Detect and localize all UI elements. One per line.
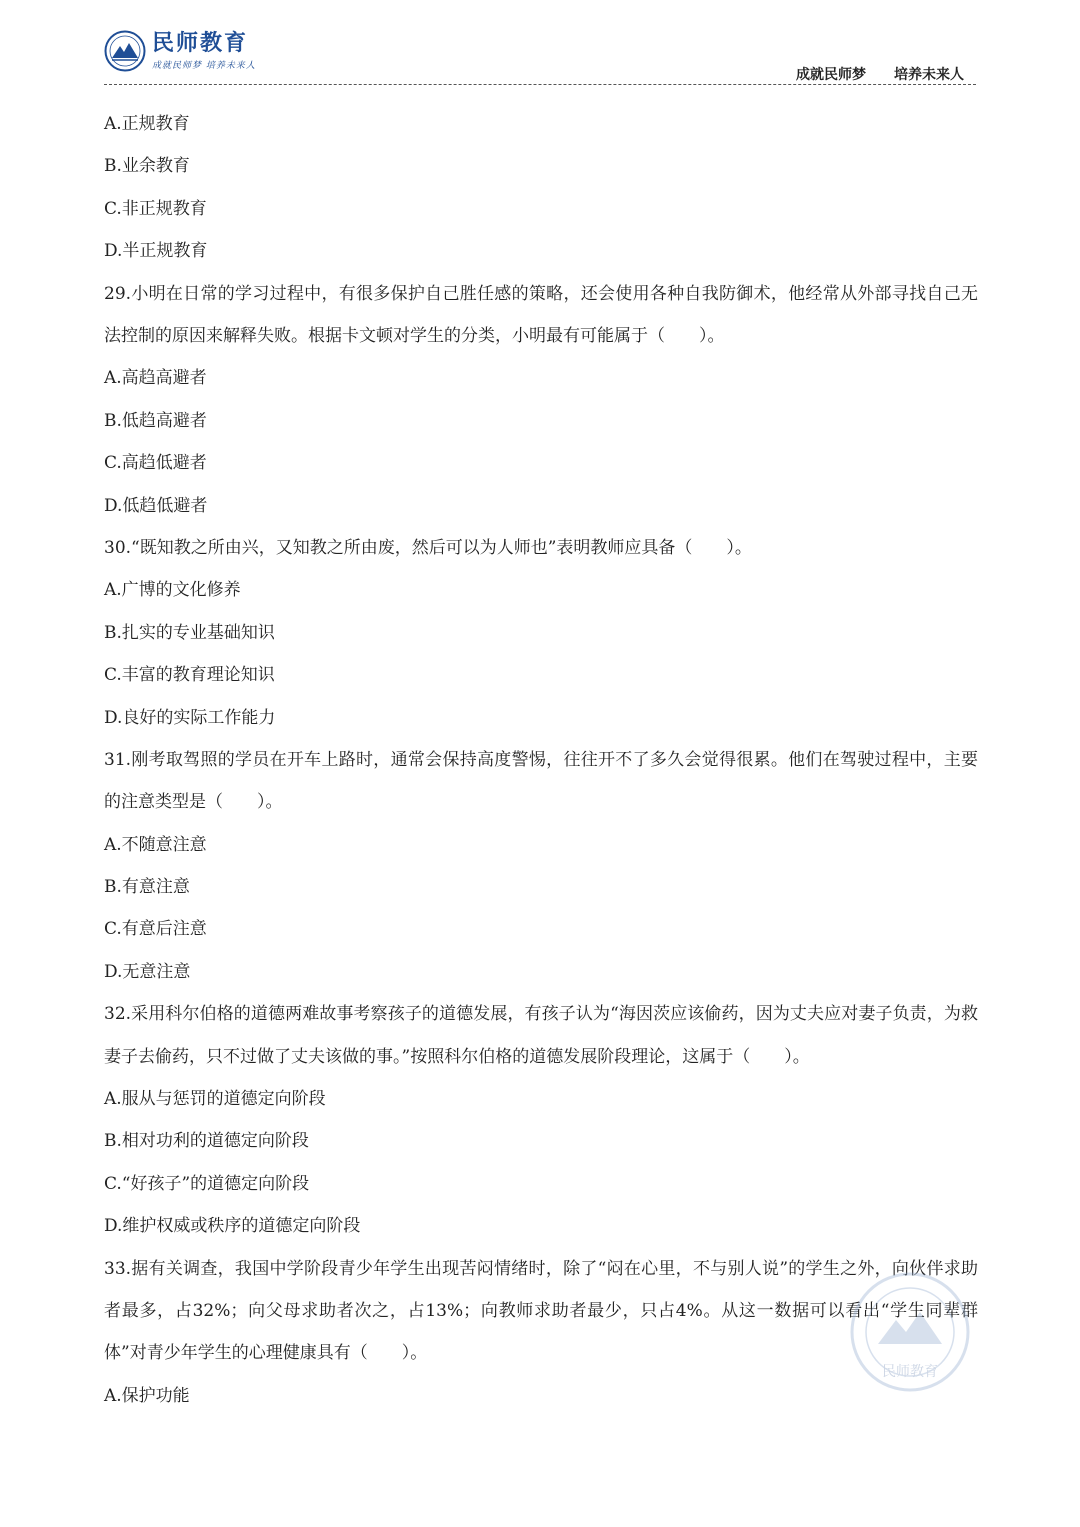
option-line: D.无意注意 — [104, 961, 191, 982]
watermark-stamp-icon — [848, 1270, 972, 1394]
option-line: B.相对功利的道德定向阶段 — [104, 1131, 309, 1152]
option-line: A.广博的文化修养 — [104, 580, 241, 601]
watermark-text: 民师教育 — [882, 1364, 938, 1380]
question-29: 29.小明在日常的学习过程中，有很多保护自己胜任感的策略，还会使用各种自我防御术，他经常从外部寻找自己无法控制的原因来解释失败。根据卡文顿对学生的分类，小明最有可能属于（ ）。 — [104, 283, 978, 346]
option-line: B.低趋高避者 — [104, 410, 207, 431]
question-30: 30.“既知教之所由兴，又知教之所由废，然后可以为人师也”表明教师应具备（ ）。 — [104, 537, 752, 558]
page-header — [0, 0, 1080, 90]
option-line: D.良好的实际工作能力 — [104, 707, 276, 728]
motto-right: 培养未来人 — [894, 67, 964, 83]
question-content — [104, 103, 978, 1417]
option-line: B.有意注意 — [104, 877, 190, 898]
logo-slogan: 成就民师梦 培养未来人 — [152, 60, 256, 71]
motto-left: 成就民师梦 — [796, 67, 866, 83]
option-line: C.有意后注意 — [104, 919, 207, 940]
logo-mountain-icon — [104, 30, 146, 72]
option-line: C.“好孩子”的道德定向阶段 — [104, 1173, 310, 1194]
header-motto — [796, 64, 964, 84]
logo — [104, 30, 256, 72]
option-line: D.半正规教育 — [104, 241, 208, 262]
question-32: 32.采用科尔伯格的道德两难故事考察孩子的道德发展，有孩子认为“海因茨应该偷药，因为丈夫应对妻子负责，为救妻子去偷药，只不过做了丈夫该做的事。”按照科尔伯格的道德发展阶段理论，这属于（ ）。 — [104, 1004, 978, 1067]
question-33: 33.据有关调查，我国中学阶段青少年学生出现苦闷情绪时，除了“闷在心里，不与别人说”的学生之外，向伙伴求助者最多，占32%；向父母求助者次之，占13%；向教师求助者最少，只占4%。从这一数据可以看出“学生同辈群体”对青少年学生的心理健康具有（ ）。 — [104, 1258, 978, 1364]
option-line: C.非正规教育 — [104, 198, 207, 219]
option-line: B.扎实的专业基础知识 — [104, 622, 275, 643]
option-line: C.高趋低避者 — [104, 453, 207, 474]
logo-name: 民师教育 — [152, 30, 249, 56]
option-line: A.保护功能 — [104, 1385, 190, 1406]
option-line: D.低趋低避者 — [104, 495, 208, 516]
option-line: B.业余教育 — [104, 156, 190, 177]
option-line: A.服从与惩罚的道德定向阶段 — [104, 1089, 326, 1110]
header-divider — [104, 84, 976, 85]
question-31: 31.刚考取驾照的学员在开车上路时，通常会保持高度警惕，往往开不了多久会觉得很累。他们在驾驶过程中，主要的注意类型是（ ）。 — [104, 749, 978, 813]
option-line: A.高趋高避者 — [104, 368, 207, 389]
option-line: A.不随意注意 — [104, 834, 207, 855]
option-line: C.丰富的教育理论知识 — [104, 665, 275, 686]
option-line: A.正规教育 — [104, 114, 190, 134]
option-line: D.维护权威或秩序的道德定向阶段 — [104, 1216, 361, 1237]
